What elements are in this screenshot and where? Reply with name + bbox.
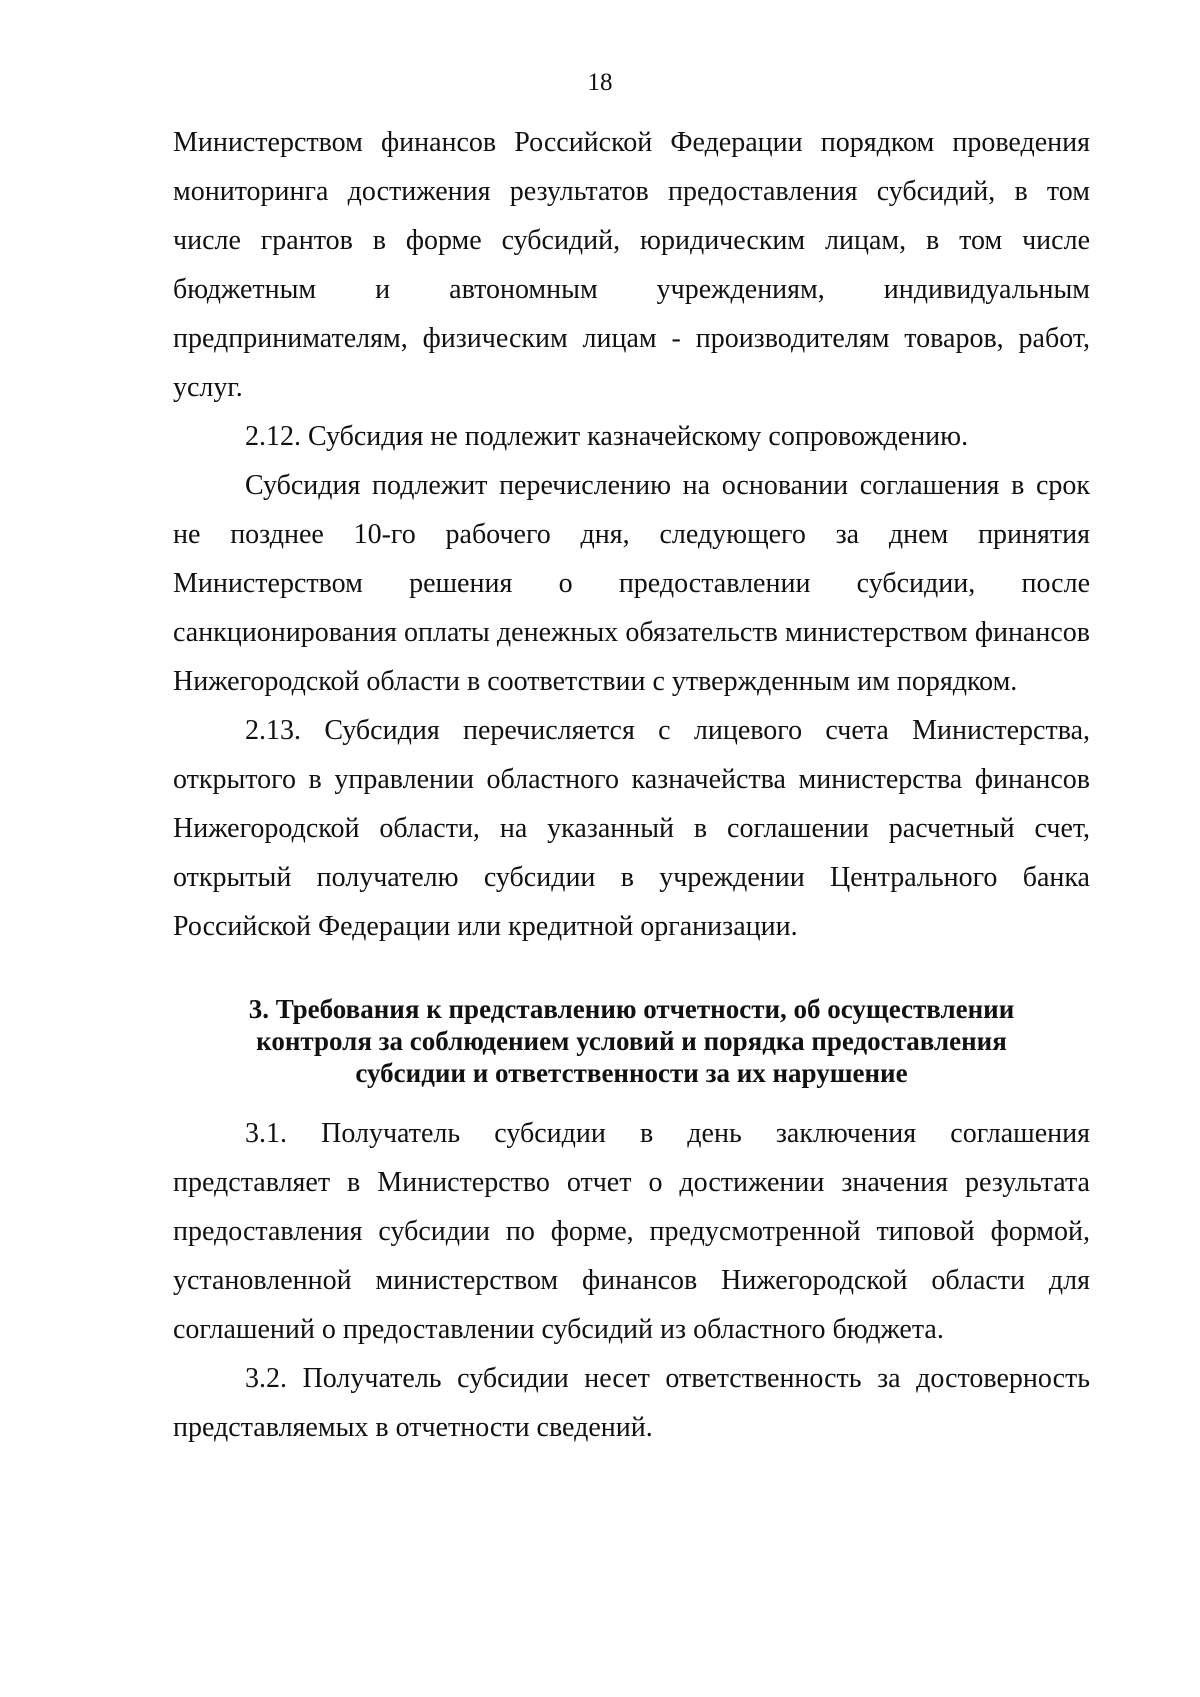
paragraph-subsidy-transfer-term: Субсидия подлежит перечислению на основании соглашения в срок не позднее 10-го рабочего дня, следующего за днем принятия Министерством решения о предоставлении субсидии, после санкционирования оплаты денежных обязательств министерством финансов Нижегородской области в соответствии с утвержденным им порядком. [173,470,1090,697]
section-3-heading-line-3: субсидии и ответственности за их нарушение [355,1058,908,1088]
document-body [173,118,1090,1452]
paragraph-2-13: 2.13. Субсидия перечисляется с лицевого счета Министерства, открытого в управлении областного казначейства министерства финансов Нижегородской области, на указанный в соглашении расчетный счет, открытый получателю субсидии в учреждении Центрального банка Российской Федерации или кредитной организации. [173,715,1090,942]
paragraph-2-12: 2.12. Субсидия не подлежит казначейскому сопровождению. [245,421,969,452]
paragraph-3-2: 3.2. Получатель субсидии несет ответственность за достоверность представляемых в отчетности сведений. [173,1363,1090,1443]
section-3-heading-line-2: контроля за соблюдением условий и порядка предоставления [256,1026,1007,1056]
paragraph-monitoring-procedure: Министерством финансов Российской Федерации порядком проведения мониторинга достижения результатов предоставления субсидий, в том числе грантов в форме субсидий, юридическим лицам, в том числе бюджетным и автономным учреждениям, индивидуальным предпринимателям, физическим лицам - производителям товаров, работ, услуг. [173,127,1090,403]
section-3-heading [173,993,1090,1089]
section-3-heading-line-1: 3. Требования к представлению отчетности, об осуществлении [248,994,1015,1024]
page-number: 18 [587,69,613,96]
paragraph-3-1: 3.1. Получатель субсидии в день заключения соглашения представляет в Министерство отчет о достижении значения результата предоставления субсидии по форме, предусмотренной типовой формой, установленной министерством финансов Нижегородской области для соглашений о предоставлении субсидий из областного бюджета. [173,1118,1090,1345]
